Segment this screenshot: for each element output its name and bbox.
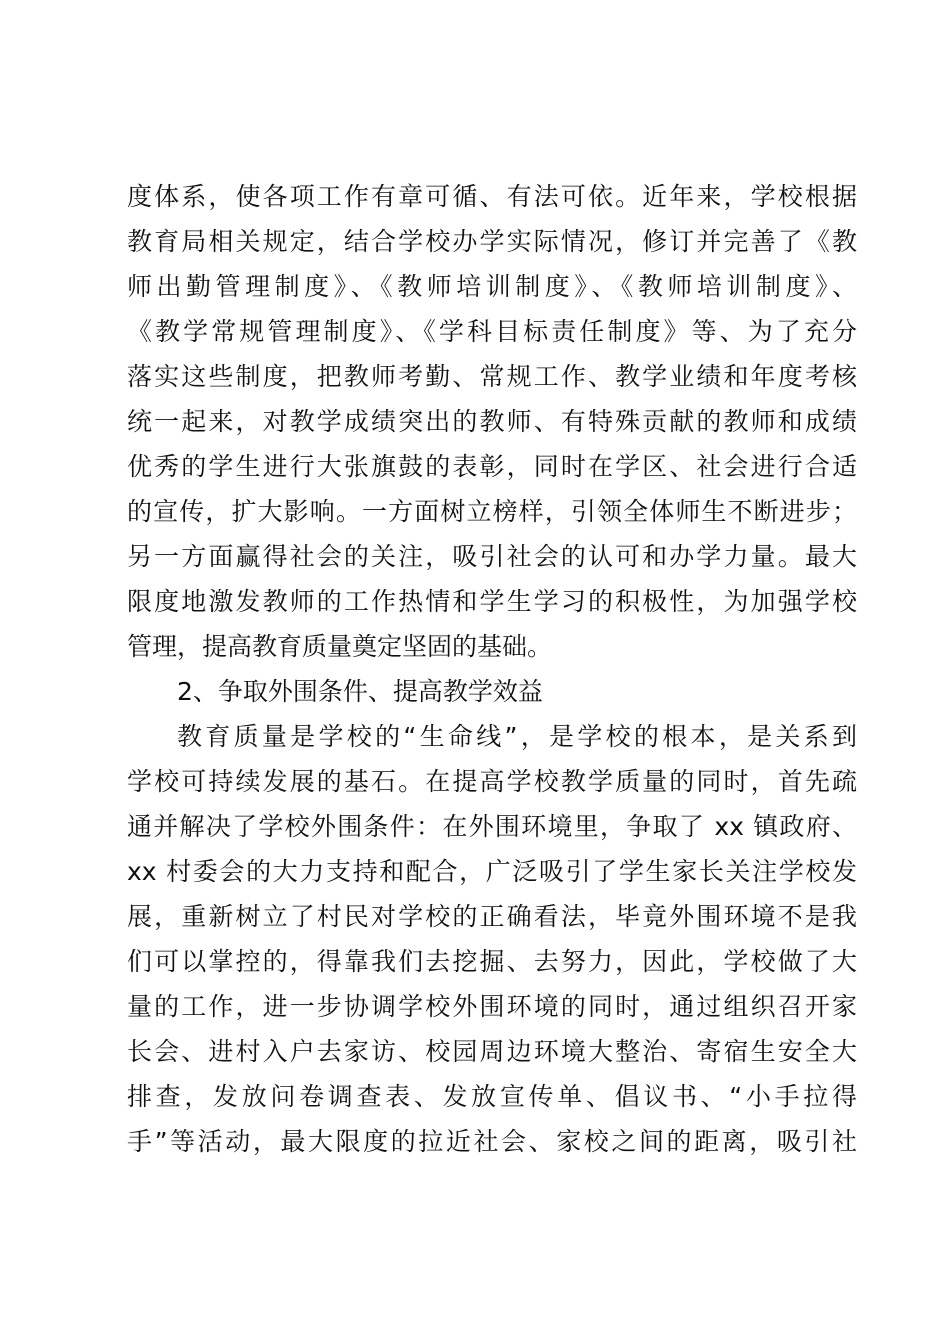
paragraph-line: 师出勤管理制度》、《教师培训制度》、《教师培训制度》、 (127, 272, 857, 301)
paragraph-line: 落实这些制度，把教师考勤、常规工作、教学业绩和年度考核 (127, 362, 857, 391)
section-heading: 2、争取外围条件、提高教学效益 (177, 677, 543, 706)
paragraph-line: 手”等活动，最大限度的拉近社会、家校之间的距离，吸引社 (127, 1127, 857, 1156)
paragraph-line: 排查，发放问卷调查表、发放宣传单、倡议书、“小手拉得 (127, 1082, 857, 1111)
paragraph-line: 通并解决了学校外围条件：在外围环境里，争取了 xx 镇政府、 (127, 812, 857, 841)
paragraph-line: 展，重新树立了村民对学校的正确看法，毕竟外围环境不是我 (127, 902, 857, 931)
paragraph-line: 们可以掌控的，得靠我们去挖掘、去努力，因此，学校做了大 (127, 947, 857, 976)
paragraph-line: 教育局相关规定，结合学校办学实际情况，修订并完善了《教 (127, 227, 857, 256)
paragraph-line: 《教学常规管理制度》、《学科目标责任制度》等、为了充分 (127, 317, 857, 346)
document-body (127, 174, 857, 1164)
paragraph-line: 优秀的学生进行大张旗鼓的表彰，同时在学区、社会进行合适 (127, 452, 857, 481)
paragraph-line: 学校可持续发展的基石。在提高学校教学质量的同时，首先疏 (127, 767, 857, 796)
paragraph-line: 教育质量是学校的“生命线”，是学校的根本，是关系到 (177, 722, 857, 751)
paragraph-line: 管理，提高教育质量奠定坚固的基础。 (127, 632, 553, 661)
paragraph-line: 统一起来，对教学成绩突出的教师、有特殊贡献的教师和成绩 (127, 407, 857, 436)
paragraph-line: 另一方面赢得社会的关注，吸引社会的认可和办学力量。最大 (127, 542, 857, 571)
paragraph-line: xx 村委会的大力支持和配合，广泛吸引了学生家长关注学校发 (127, 857, 857, 886)
paragraph-line: 量的工作，进一步协调学校外围环境的同时，通过组织召开家 (127, 992, 857, 1021)
paragraph-line: 度体系，使各项工作有章可循、有法可依。近年来，学校根据 (127, 182, 857, 211)
paragraph-line: 长会、进村入户去家访、校园周边环境大整治、寄宿生安全大 (127, 1037, 857, 1066)
paragraph-line: 限度地激发教师的工作热情和学生学习的积极性，为加强学校 (127, 587, 857, 616)
paragraph-line: 的宣传，扩大影响。一方面树立榜样，引领全体师生不断进步； (127, 497, 857, 526)
